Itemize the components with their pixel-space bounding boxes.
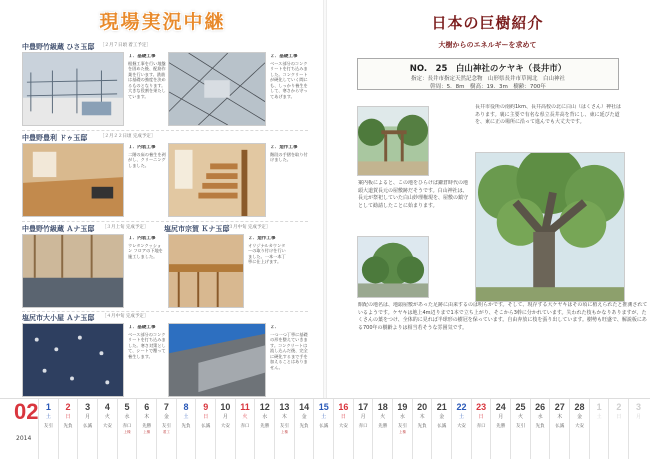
- foundation-photo: [22, 323, 124, 397]
- left-page: [0, 0, 325, 400]
- day-event: 着工: [162, 430, 170, 434]
- day-weekday: 火: [242, 414, 248, 420]
- divider: [22, 311, 308, 312]
- day-weekday: 水: [262, 414, 268, 420]
- day-weekday: 木: [144, 414, 150, 420]
- day-number: 12: [259, 402, 270, 412]
- day-weekday: 金: [301, 414, 307, 420]
- calendar-day: [77, 399, 97, 459]
- site-name: 塩尻市宗賀 Ｋナ玉邸: [164, 225, 230, 233]
- calendar-days: [38, 399, 648, 459]
- day-number: 3: [635, 402, 641, 412]
- calendar-day: [313, 399, 333, 459]
- site-date: ［３月上旬 完成予定］: [102, 225, 149, 230]
- construction-photo: [168, 52, 266, 126]
- site-name: 塩尻市大小屋 Ａナ玉邸: [22, 314, 95, 322]
- day-number: 25: [515, 402, 526, 412]
- site-note: １．基礎工事 ベース部分のコンクリートを打ち込みました。寒さ対策として、シートで覆って養生します。: [128, 325, 166, 359]
- tree-text-bottom: 館配の地名は、地頭屋敷があった足跡に由来するのは明らかです。そして、現存する大ケヤキはその頃に植えられたと推測されているようです。ケヤキは地上4m辺りまで1本で立ち上がり、そこから3幹に分かれています。失われた枝もかなりありますが、たくさんの葉をつけ、全体的に見れば半球形の樹冠を保っています。自由奔放に枝を張り出しています。樹勢も旺盛で、解説板にある700年の樹齢よりは相当若そうな雰囲気です。: [358, 302, 648, 331]
- calendar-day: [608, 399, 628, 459]
- site-name: 中豊野竹級蔵 Ａナ玉邸: [22, 225, 95, 233]
- day-number: 1: [596, 402, 602, 412]
- day-rokuyo: 大安: [456, 424, 466, 429]
- calendar-day: [549, 399, 569, 459]
- tree-text-top: 長井市役所の南約1km、長井高校の北に白山（はくさん）神社はあります。裏に主要で有名な県立長井高を背にし、東に延びた道を、東に正の場所に沿って進んでも大丈夫です。: [475, 104, 621, 125]
- day-weekday: 土: [458, 414, 464, 420]
- calendar-day: [215, 399, 235, 459]
- calendar-day: [294, 399, 314, 459]
- keyaki-tree-photo: [475, 152, 625, 302]
- site-date: ［２月２２日頃 完成予定］: [100, 134, 156, 139]
- day-weekday: 月: [498, 414, 504, 420]
- day-number: 11: [240, 402, 250, 412]
- day-number: 26: [535, 402, 546, 412]
- day-weekday: 木: [557, 414, 563, 420]
- right-page-subtitle: 大樹からのエネルギーを求めて: [438, 41, 537, 49]
- day-rokuyo: 仏滅: [437, 424, 447, 429]
- day-rokuyo: 仏滅: [83, 424, 93, 429]
- site-name: 中豊野竹級蔵 ひさ玉邸: [22, 43, 95, 51]
- day-rokuyo: 先勝: [378, 424, 388, 429]
- day-weekday: 月: [85, 414, 91, 420]
- site-a-okoya: [22, 313, 312, 398]
- calendar-day: [530, 399, 550, 459]
- day-number: 6: [144, 402, 150, 412]
- calendar-day: [274, 399, 294, 459]
- day-rokuyo: 友引: [43, 424, 53, 429]
- day-number: 16: [338, 402, 349, 412]
- shrine-photo: [357, 106, 429, 176]
- calendar-day: [333, 399, 353, 459]
- calendar-day: [353, 399, 373, 459]
- day-number: 20: [417, 402, 428, 412]
- site-hisa: [22, 42, 312, 127]
- day-rokuyo: 先負: [181, 424, 191, 429]
- day-number: 14: [299, 402, 310, 412]
- right-page: [325, 0, 650, 400]
- calendar-day: [195, 399, 215, 459]
- day-number: 5: [124, 402, 130, 412]
- day-number: 17: [358, 402, 369, 412]
- day-weekday: 土: [321, 414, 327, 420]
- calendar-day: [235, 399, 255, 459]
- day-number: 7: [163, 402, 169, 412]
- calendar-month: 02: [14, 399, 39, 424]
- tree-text-middle: 案内板によると、この地をひらけば鎌倉時代の地頭大道賀長元の屋敷跡だそうです。白山神社は、長元が祭祀していた白山妙理権現を、屋敷の鎮守として勧請したことに始まります。: [358, 180, 469, 209]
- calendar-day: [412, 399, 432, 459]
- day-weekday: 月: [635, 414, 641, 420]
- calendar-day: [471, 399, 491, 459]
- day-event: 上棟: [280, 430, 288, 434]
- site-note: １．内装工事 二階の床の養生を剥がし、クリーニングしました。: [128, 145, 166, 168]
- day-weekday: 土: [183, 414, 189, 420]
- day-rokuyo: 先負: [535, 424, 545, 429]
- day-rokuyo: 大安: [338, 424, 348, 429]
- day-event: 上棟: [398, 430, 406, 434]
- day-weekday: 金: [576, 414, 582, 420]
- day-rokuyo: 先勝: [260, 424, 270, 429]
- site-date: ［２月７日頃 着工予定］: [100, 43, 151, 48]
- site-note: ２．基礎工事 ベース部分のコンクリートを打ち込みました。コンクリートが硬化していく間にも、しっかり養生をして、寒さから守ってあげます。: [270, 54, 308, 99]
- calendar-strip: [0, 398, 650, 459]
- day-rokuyo: 先負: [417, 424, 427, 429]
- day-weekday: 水: [537, 414, 543, 420]
- day-rokuyo: 大安: [574, 424, 584, 429]
- calendar-day: [510, 399, 530, 459]
- site-note: １．内装工事 ウレタンクッション フロアの下地を施工しました。: [128, 236, 163, 259]
- calendar-day: [569, 399, 589, 459]
- counter-photo: [168, 234, 244, 308]
- tree-info-box: [357, 58, 619, 90]
- day-rokuyo: 仏滅: [201, 424, 211, 429]
- divider: [22, 130, 308, 131]
- calendar-year: 2014: [16, 435, 32, 442]
- day-rokuyo: 先勝: [142, 424, 152, 429]
- left-page-title: 現場実況中継: [99, 11, 226, 33]
- calendar-day: [451, 399, 471, 459]
- day-rokuyo: 大安: [102, 424, 112, 429]
- day-number: 10: [220, 402, 231, 412]
- day-weekday: 土: [596, 414, 602, 420]
- day-weekday: 金: [439, 414, 445, 420]
- day-weekday: 日: [340, 414, 346, 420]
- day-number: 9: [203, 402, 209, 412]
- calendar-day: [156, 399, 176, 459]
- day-number: 23: [476, 402, 487, 412]
- calendar-day: [254, 399, 274, 459]
- day-weekday: 木: [419, 414, 425, 420]
- day-number: 2: [616, 402, 622, 412]
- site-name: 中豊野豊利 ドゥ玉邸: [22, 134, 88, 142]
- day-number: 24: [495, 402, 506, 412]
- site-note: １．基礎工事 根掘工事を行い地盤を固めた後、配筋作業を行います。鉄筋は基礎の強度を決めるものとなります。大きな役割を果たしています。: [128, 54, 166, 99]
- calendar-day: [628, 399, 648, 459]
- day-number: 13: [279, 402, 290, 412]
- day-rokuyo: 仏滅: [555, 424, 565, 429]
- day-weekday: 火: [380, 414, 386, 420]
- site-note: ２．造作工事 オリジナルカウンターの取り付けを行いました。一本一本丁寧に仕上げます。: [248, 236, 286, 265]
- day-weekday: 火: [517, 414, 523, 420]
- day-rokuyo: 赤口: [122, 424, 132, 429]
- day-number: 3: [85, 402, 91, 412]
- calendar-day: [589, 399, 609, 459]
- site-note: ２． 一つ一つ丁寧に基礎の形を整えていきます。コンクリートは流し込んだ後、完全に硬化するまで手を加えることはありません。: [270, 325, 308, 370]
- stair-photo: [168, 143, 266, 217]
- day-number: 28: [574, 402, 585, 412]
- day-weekday: 水: [399, 414, 405, 420]
- day-weekday: 日: [203, 414, 209, 420]
- day-number: 22: [456, 402, 467, 412]
- calendar-day: [97, 399, 117, 459]
- day-rokuyo: 赤口: [240, 424, 250, 429]
- day-rokuyo: 先負: [299, 424, 309, 429]
- site-date: ［４月中旬 完成予定］: [102, 314, 149, 319]
- construction-photo: [22, 52, 124, 126]
- foundation-photo: [168, 323, 266, 397]
- day-weekday: 月: [360, 414, 366, 420]
- day-event: 上棟: [123, 430, 131, 434]
- day-rokuyo: 大安: [220, 424, 230, 429]
- day-number: 19: [397, 402, 408, 412]
- day-weekday: 土: [45, 414, 51, 420]
- day-rokuyo: 友引: [397, 424, 407, 429]
- day-number: 27: [554, 402, 565, 412]
- tree-designation: 指定：長井市指定天然記念物 山形県長井市草岡北 白山神社: [410, 76, 565, 82]
- calendar-day: [176, 399, 196, 459]
- day-number: 18: [377, 402, 388, 412]
- calendar-day: [136, 399, 156, 459]
- day-rokuyo: 友引: [515, 424, 525, 429]
- day-weekday: 木: [281, 414, 287, 420]
- day-rokuyo: 赤口: [358, 424, 368, 429]
- day-number: 4: [104, 402, 110, 412]
- calendar-day: [117, 399, 137, 459]
- calendar-day: [58, 399, 78, 459]
- calendar-day: [392, 399, 412, 459]
- right-page-title: 日本の巨樹紹介: [431, 14, 544, 32]
- day-rokuyo: 赤口: [476, 424, 486, 429]
- day-rokuyo: 仏滅: [319, 424, 329, 429]
- day-rokuyo: 友引: [279, 424, 289, 429]
- day-weekday: 金: [163, 414, 169, 420]
- day-number: 21: [436, 402, 447, 412]
- day-event: 上棟: [143, 430, 151, 434]
- site-a-takekura: [22, 224, 164, 309]
- day-rokuyo: 先勝: [496, 424, 506, 429]
- day-rokuyo: 先負: [63, 424, 73, 429]
- day-rokuyo: 友引: [161, 424, 171, 429]
- site-du: [22, 133, 312, 218]
- day-weekday: 水: [124, 414, 130, 420]
- day-weekday: 日: [65, 414, 71, 420]
- divider: [22, 221, 308, 222]
- day-weekday: 月: [222, 414, 228, 420]
- site-note: ２．造作工事 階段の手摺を取り付けました。: [270, 145, 308, 163]
- calendar-day: [431, 399, 451, 459]
- tree-view-photo: [357, 236, 429, 298]
- calendar-day: [490, 399, 510, 459]
- day-weekday: 火: [104, 414, 110, 420]
- site-date: ［３月中旬 完成予定］: [224, 225, 271, 230]
- day-number: 1: [45, 402, 51, 412]
- tree-dimensions: 幹周：5．8m 樹高：19．3m 樹齢：700年: [430, 84, 546, 90]
- day-number: 15: [318, 402, 329, 412]
- interior-photo: [22, 234, 124, 308]
- calendar-day: [38, 399, 58, 459]
- tree-heading: NO. 25 白山神社のケヤキ（長井市）: [409, 64, 567, 74]
- day-weekday: 日: [478, 414, 484, 420]
- site-k: [164, 224, 312, 309]
- day-number: 8: [183, 402, 189, 412]
- interior-photo: [22, 143, 124, 217]
- day-number: 2: [65, 402, 71, 412]
- day-weekday: 日: [616, 414, 622, 420]
- calendar-day: [372, 399, 392, 459]
